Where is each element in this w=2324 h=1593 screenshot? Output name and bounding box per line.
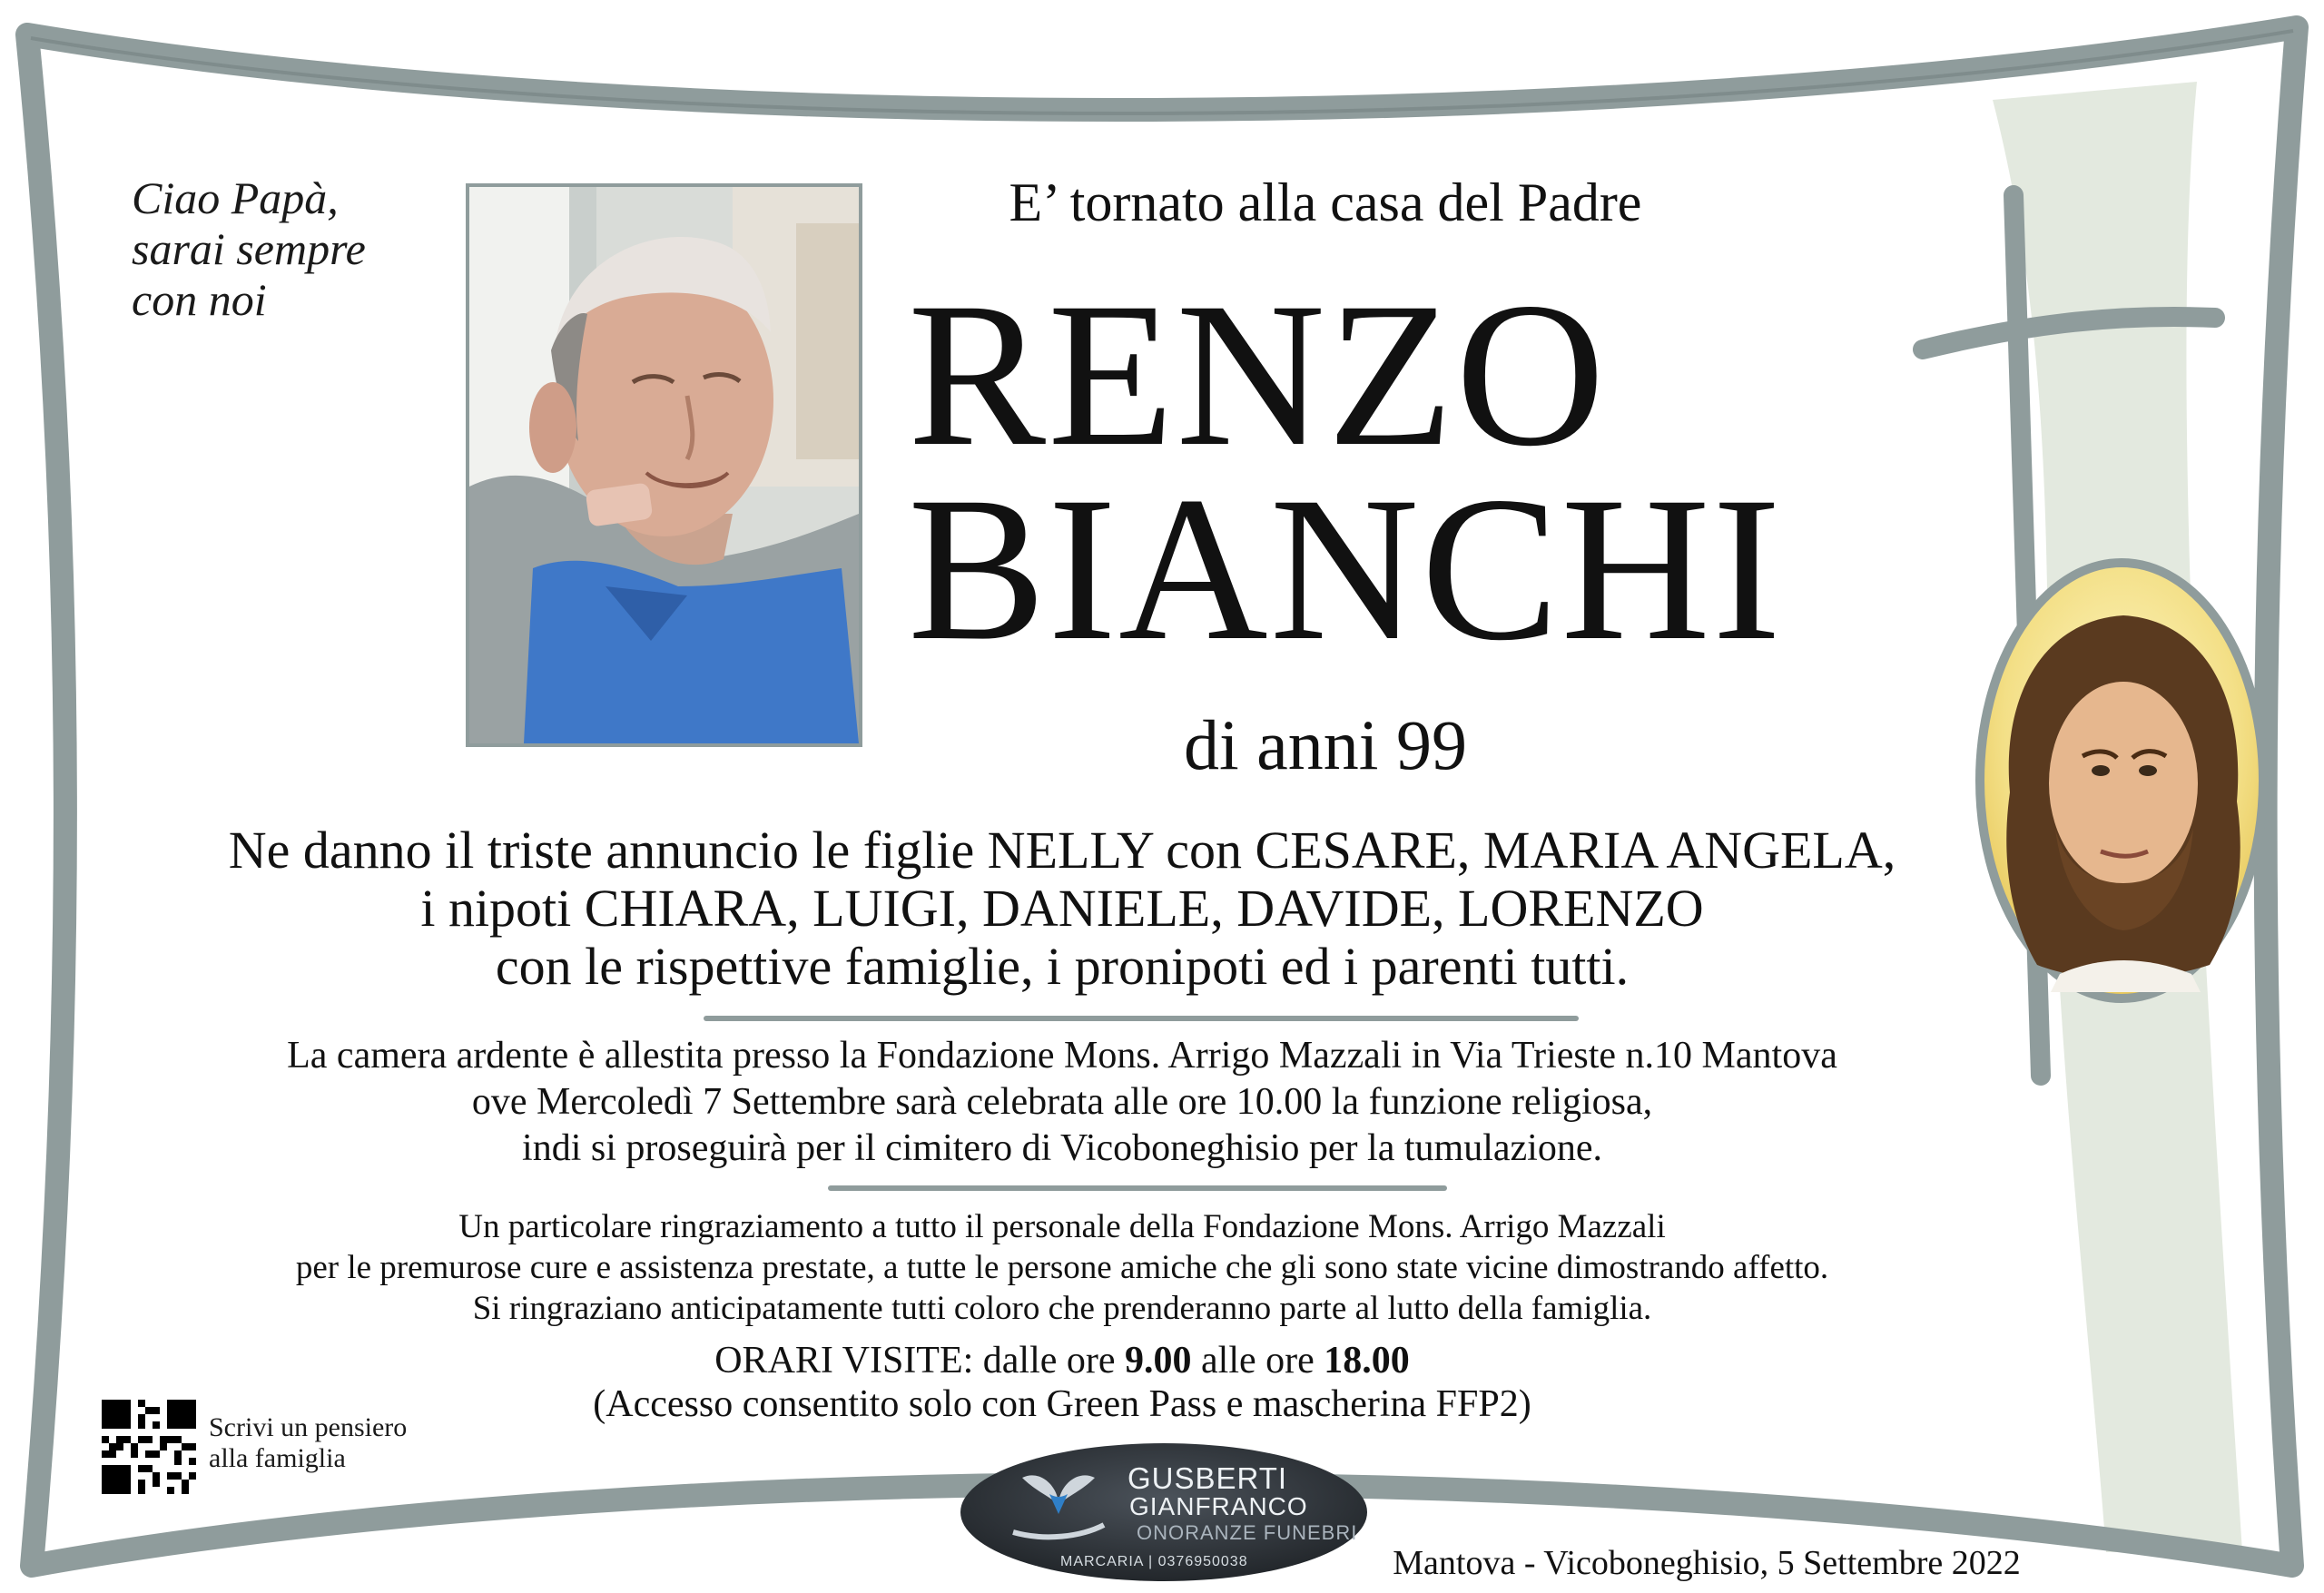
ceremony-line: ove Mercoledì 7 Settembre sarà celebrata alle ore 10.00 la funzione religiosa, [471, 1081, 1653, 1123]
place-date: Mantova - Vicoboneghisio, 5 Settembre 2022 [1393, 1544, 2021, 1582]
thanks-line: Un particolare ringraziamento a tutto il personale della Fondazione Mons. Arrigo Mazzali [458, 1208, 1666, 1245]
farewell-message [132, 172, 440, 325]
announcement-line: Ne danno il triste annuncio le figlie NELLY con CESARE, MARIA ANGELA, [228, 821, 1896, 880]
announcement-text [136, 821, 1988, 996]
funeral-home-tagline: ONORANZE FUNEBRI [1137, 1521, 1358, 1544]
notice-intro: E’ tornato alla casa del Padre [1009, 172, 1642, 232]
ceremony-details [136, 1033, 1988, 1172]
funeral-home-name: GUSBERTI [1128, 1461, 1288, 1495]
thanks-text [136, 1206, 1988, 1329]
deceased-last-name: BIANCHI [908, 455, 1783, 683]
divider-rule [828, 1185, 1447, 1191]
visits-prefix: ORARI VISITE: dalle ore [714, 1340, 1126, 1382]
divider-rule [704, 1016, 1579, 1021]
farewell-line: sarai sempre [132, 223, 366, 274]
visits-note: (Accesso consentito solo con Green Pass e mascherina FFP2) [593, 1383, 1531, 1425]
deceased-age: di anni 99 [1184, 705, 1467, 784]
announcement-line: i nipoti CHIARA, LUIGI, DANIELE, DAVIDE, LORENZO [420, 879, 1704, 938]
visiting-hours [499, 1339, 1625, 1426]
qr-caption-line: Scrivi un pensiero [209, 1412, 408, 1442]
visiting-hours-line [499, 1339, 1625, 1382]
thanks-line: per le premurose cure e assistenza prestate, a tutte le persone amiche che gli sono state vicine dimostrando affetto. [295, 1249, 1829, 1286]
funeral-home-name-second: GIANFRANCO [1129, 1492, 1308, 1520]
qr-caption-line: alla famiglia [209, 1443, 346, 1473]
farewell-line: Ciao Papà, [132, 172, 339, 223]
funeral-home-contact: MARCARIA | 0376950038 [1060, 1554, 1248, 1569]
sacred-heart-image [1974, 556, 2270, 1006]
deceased-first-name: RENZO [908, 261, 1607, 489]
qr-code[interactable] [102, 1400, 196, 1494]
deceased-portrait [466, 183, 862, 747]
ceremony-line: indi si proseguirà per il cimitero di Vicoboneghisio per la tumulazione. [522, 1127, 1602, 1169]
funeral-home-logo [959, 1441, 1369, 1583]
announcement-line: con le rispettive famiglie, i pronipoti ed i parenti tutti. [495, 937, 1630, 996]
visits-end-time: 18.00 [1324, 1340, 1410, 1382]
ceremony-line: La camera ardente è allestita presso la Fondazione Mons. Arrigo Mazzali in Via Trieste n.10 Mantova [287, 1035, 1837, 1077]
qr-caption [209, 1412, 463, 1474]
visits-start-time: 9.00 [1125, 1340, 1192, 1382]
visits-middle: alle ore [1191, 1340, 1324, 1382]
farewell-line: con noi [132, 274, 267, 325]
thanks-line: Si ringraziano anticipatamente tutti coloro che prenderanno parte al lutto della famiglia. [472, 1290, 1652, 1327]
